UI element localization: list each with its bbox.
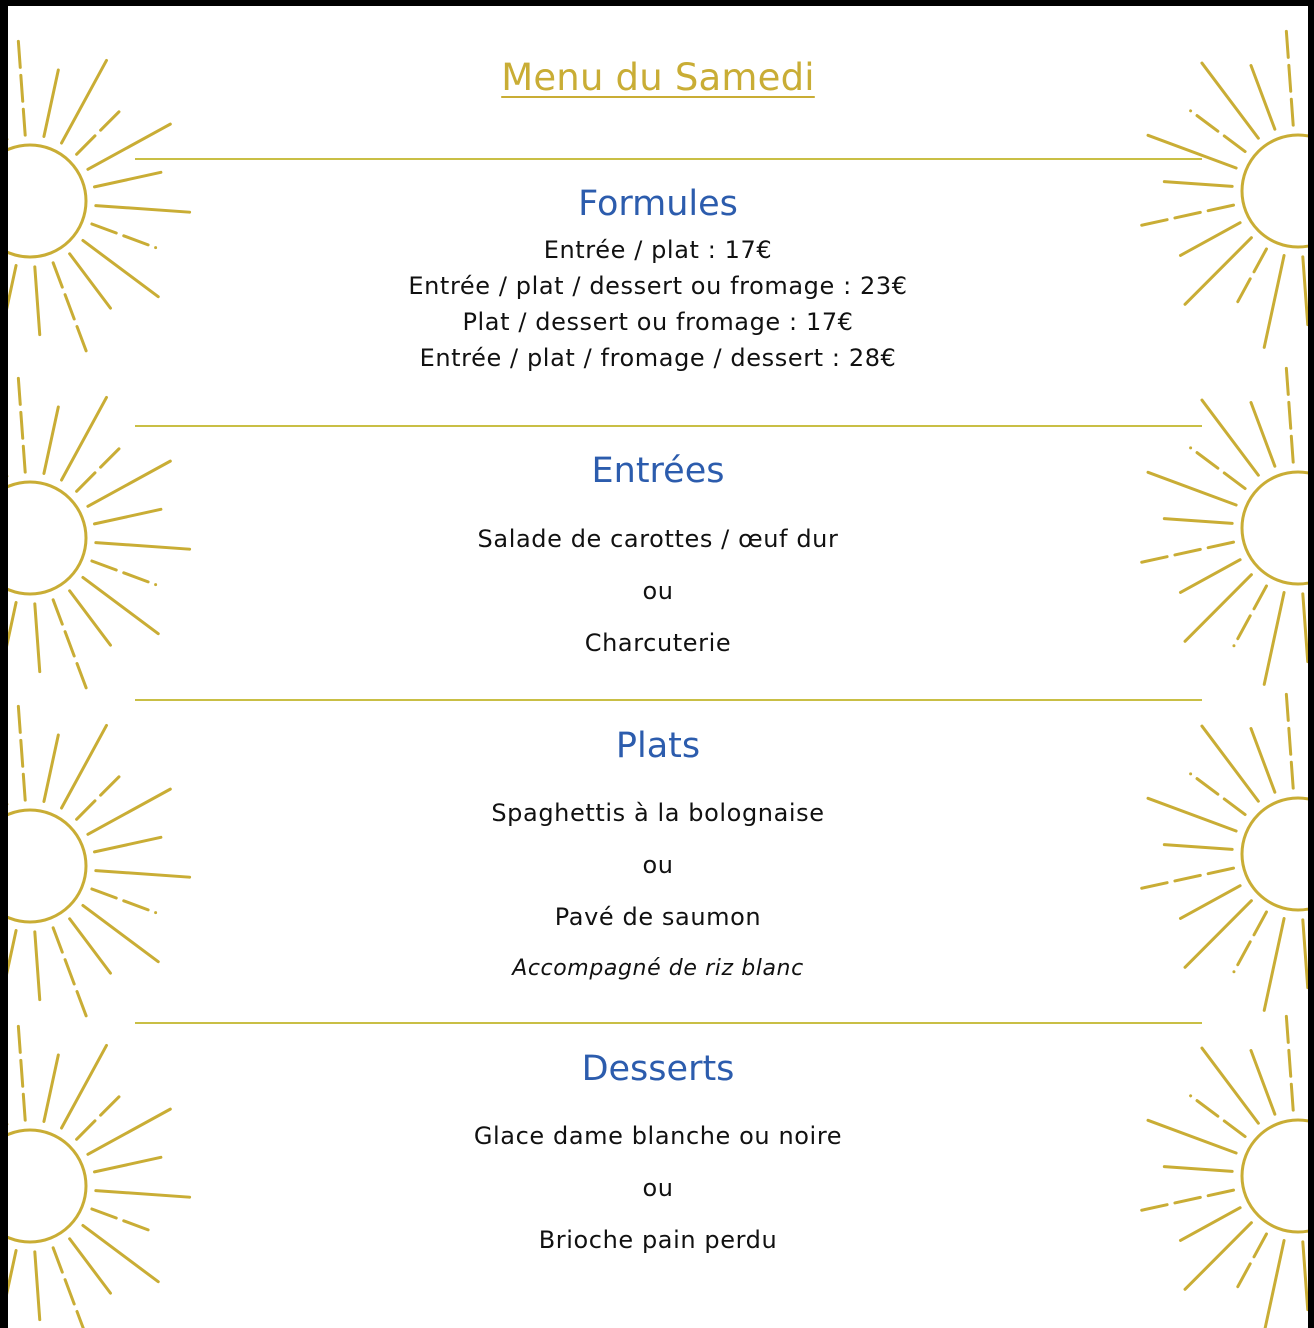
menu-item: Charcuterie — [584, 629, 732, 657]
divider — [135, 425, 1202, 427]
menu-item: Spaghettis à la bolognaise — [491, 799, 825, 827]
menu-item: Salade de carottes / œuf dur — [477, 525, 839, 553]
menu-separator: ou — [642, 1174, 674, 1202]
section-heading-formules: Formules — [578, 184, 738, 224]
menu-item: Brioche pain perdu — [538, 1226, 778, 1254]
section-heading-entrees: Entrées — [591, 451, 725, 491]
divider — [135, 1022, 1202, 1024]
formule-line: Entrée / plat / dessert ou fromage : 23€ — [408, 272, 908, 300]
menu-title: Menu du Samedi — [501, 56, 815, 99]
menu-separator: ou — [642, 851, 674, 879]
divider — [135, 699, 1202, 701]
divider — [135, 158, 1202, 160]
section-heading-plats: Plats — [615, 726, 701, 766]
formule-line: Entrée / plat : 17€ — [543, 236, 773, 264]
menu-item: Glace dame blanche ou noire — [473, 1122, 843, 1150]
section-heading-desserts: Desserts — [581, 1049, 735, 1089]
menu-item-note: Accompagné de riz blanc — [512, 956, 804, 981]
menu-separator: ou — [642, 577, 674, 605]
formule-line: Plat / dessert ou fromage : 17€ — [462, 308, 854, 336]
formule-line: Entrée / plat / fromage / dessert : 28€ — [419, 344, 897, 372]
menu-item: Pavé de saumon — [554, 903, 762, 931]
